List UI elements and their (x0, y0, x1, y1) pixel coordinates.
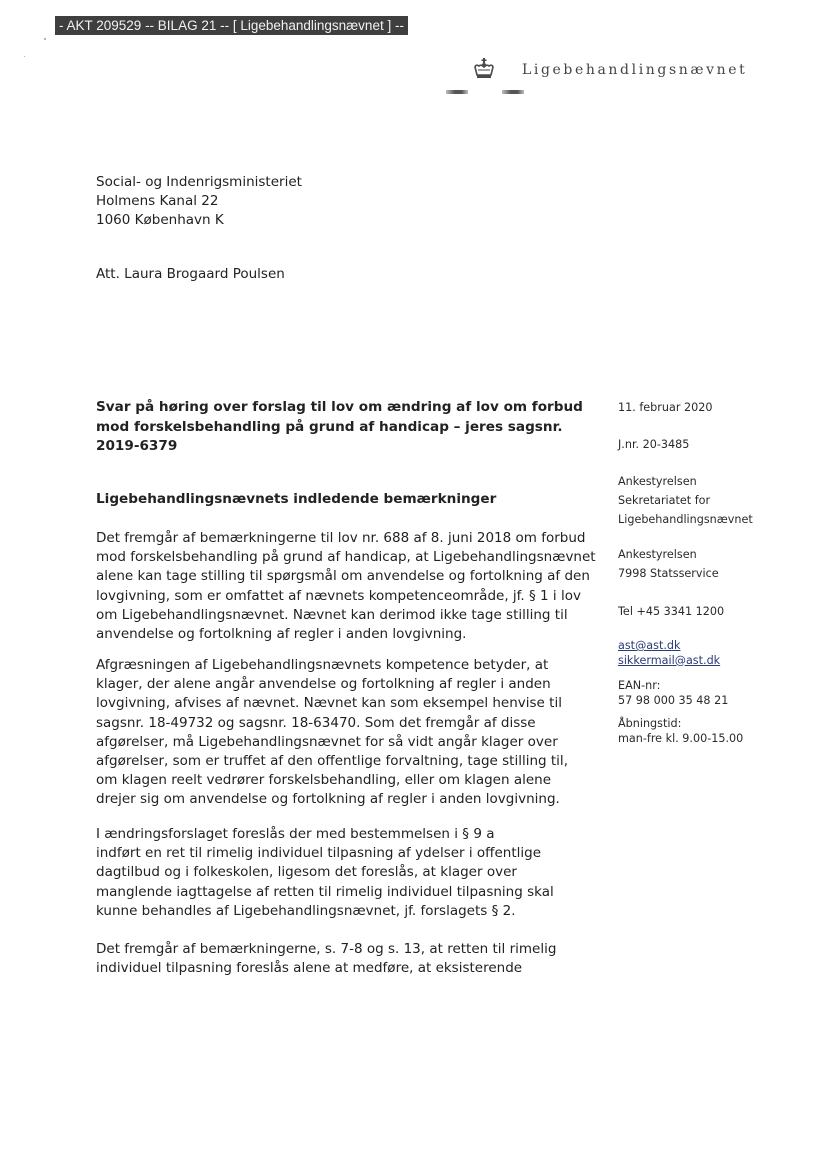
letter-title (96, 398, 596, 457)
paragraph-line: drejer sig om anvendelse og fortolkning af regler i anden lovgivning. (96, 791, 560, 808)
paragraph-line: lovgivning, som er omfattet af nævnets kompetenceområde, jf. § 1 i lov (96, 587, 581, 604)
hours-label: Åbningstid: (618, 717, 682, 730)
paragraph-line: Det fremgår af bemærkningerne til lov nr. 688 af 8. juni 2018 om forbud (96, 530, 586, 546)
paragraph-line: klager, der alene angår anvendelse og fortolkning af regler i anden (96, 676, 551, 693)
hours-value: man-fre kl. 9.00-15.00 (618, 731, 744, 745)
organization-logo (472, 58, 792, 98)
document-stamp: - AKT 209529 -- BILAG 21 -- [ Ligebehandlingsnævnet ] -- (55, 16, 408, 35)
paragraph-line: anvendelse og fortolkning af regler i anden lovgivning. (96, 626, 467, 643)
paragraph-line: afgørelser, må Ligebehandlingsnævnet for så vidt angår klager over (96, 733, 558, 750)
crown-icon (472, 58, 496, 82)
sender-line: Ligebehandlingsnævnet (618, 513, 753, 526)
paragraph-line: kunne behandles af Ligebehandlingsnævnet, jf. forslagets § 2. (96, 902, 516, 919)
postal-block (618, 545, 719, 583)
paragraph-line: om Ligebehandlingsnævnet. Nævnet kan derimod ikke tage stilling til (96, 606, 568, 623)
email-block (618, 639, 720, 668)
title-line: Svar på høring over forslag til lov om ændring af lov om forbud (96, 399, 583, 415)
phone-number: Tel +45 3341 1200 (618, 605, 725, 618)
logo-divider (502, 90, 524, 94)
paragraph-line: mod forskelsbehandling på grund af handicap, at Ligebehandlingsnævnet (96, 549, 596, 566)
logo-divider (446, 90, 468, 94)
paragraph-line: alene kan tage stilling til spørgsmål om anvendelse og fortolkning af den (96, 568, 590, 585)
body-paragraph (96, 825, 606, 921)
body-paragraph (96, 940, 606, 978)
body-paragraph (96, 656, 606, 810)
address-line: 1060 København K (96, 212, 224, 228)
body-paragraph (96, 529, 606, 644)
paragraph-line: lovgivning, afvises af nævnet. Nævnet kan som eksempel henvise til (96, 695, 562, 712)
paragraph-line: Det fremgår af bemærkningerne, s. 7-8 og s. 13, at retten til rimelig (96, 941, 557, 957)
title-line: 2019-6379 (96, 438, 178, 454)
scan-speck (24, 56, 25, 57)
paragraph-line: manglende iagttagelse af retten til rimelig individuel tilpasning skal (96, 883, 554, 900)
letter-date: 11. februar 2020 (618, 401, 713, 414)
paragraph-line: om klagen reelt vedrører forskelsbehandling, eller om klagen alene (96, 772, 552, 789)
address-line: Social- og Indenrigsministeriet (96, 174, 302, 190)
ean-label: EAN-nr: (618, 679, 661, 692)
title-line: mod forskelsbehandling på grund af handicap – jeres sagsnr. (96, 418, 563, 435)
paragraph-line: dagtilbud og i folkeskolen, ligesom det foreslås, at klager over (96, 864, 517, 881)
recipient-address (96, 173, 302, 230)
email-link[interactable]: ast@ast.dk (618, 639, 681, 652)
organization-name: Ligebehandlingsnævnet (522, 62, 748, 78)
postal-line: Ankestyrelsen (618, 548, 697, 561)
paragraph-line: I ændringsforslaget foreslås der med bestemmelsen i § 9 a (96, 826, 495, 842)
ean-block (618, 679, 728, 708)
scan-speck (44, 38, 46, 40)
journal-number: J.nr. 20-3485 (618, 438, 690, 451)
ean-value: 57 98 000 35 48 21 (618, 693, 729, 707)
sender-line: Sekretariatet for (618, 494, 711, 507)
postal-line: 7998 Statsservice (618, 567, 719, 580)
address-line: Holmens Kanal 22 (96, 193, 219, 209)
opening-hours-block (618, 717, 743, 746)
paragraph-line: indført en ret til rimelig individuel tilpasning af ydelser i offentlige (96, 845, 542, 862)
secure-email-link[interactable]: sikkermail@ast.dk (618, 653, 721, 667)
section-heading: Ligebehandlingsnævnets indledende bemærkninger (96, 491, 497, 507)
paragraph-line: sagsnr. 18-49732 og sagsnr. 18-63470. Som det fremgår af disse (96, 714, 536, 731)
paragraph-line: individuel tilpasning foreslås alene at medføre, at eksisterende (96, 960, 523, 977)
paragraph-line: afgørelser, som er truffet af den offentlige forvaltning, tage stilling til, (96, 753, 568, 770)
paragraph-line: Afgræsningen af Ligebehandlingsnævnets kompetence betyder, at (96, 657, 549, 673)
sender-line: Ankestyrelsen (618, 475, 697, 488)
attention-line: Att. Laura Brogaard Poulsen (96, 266, 285, 282)
sender-block (618, 472, 753, 529)
